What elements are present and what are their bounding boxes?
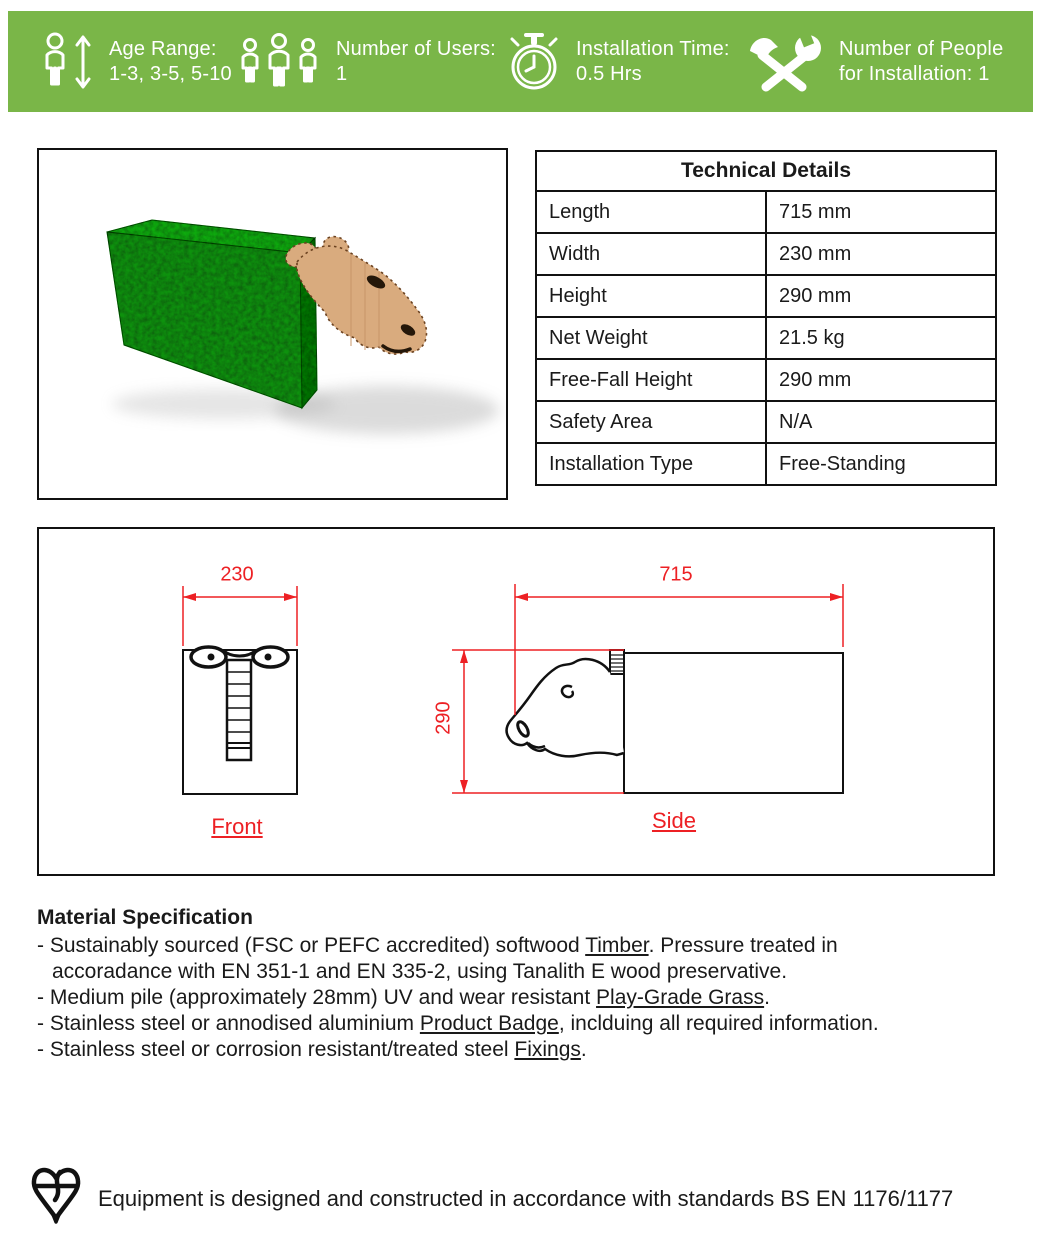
row-label: Length xyxy=(536,191,766,233)
table-title: Technical Details xyxy=(536,151,996,191)
row-label: Net Weight xyxy=(536,317,766,359)
number-of-users-label: Number of Users: xyxy=(336,37,496,60)
table-row xyxy=(536,401,996,443)
product-render xyxy=(39,150,506,498)
number-of-users-value: 1 xyxy=(336,62,348,85)
grass-block-front-face xyxy=(107,232,302,408)
row-value: N/A xyxy=(766,401,996,443)
people-for-installation-label: Number of People xyxy=(839,37,1004,60)
table-row xyxy=(536,275,996,317)
dimension-drawing xyxy=(39,529,992,873)
dimension-width-label: 230 xyxy=(220,563,254,586)
header-number-of-users xyxy=(235,11,496,112)
side-view-label: Side xyxy=(651,808,697,833)
technical-details xyxy=(535,150,997,486)
spec-line: - Sustainably sourced (FSC or PEFC accredited) softwood Timber. Pressure treated in xyxy=(37,934,838,957)
standards-statement: Equipment is designed and constructed in accordance with standards BS EN 1176/1177 xyxy=(98,1186,954,1211)
table-row xyxy=(536,443,996,485)
grass-block xyxy=(107,220,317,408)
tools-icon xyxy=(742,31,826,93)
stopwatch-icon xyxy=(505,31,563,93)
drawing-box xyxy=(37,527,995,876)
age-range-value: 1-3, 3-5, 5-10 xyxy=(109,62,232,85)
spec-line: - Medium pile (approximately 28mm) UV and wear resistant Play-Grade Grass. xyxy=(37,986,770,1009)
spec-line: accoradance with EN 351-1 and EN 335-2, using Tanalith E wood preservative. xyxy=(52,960,788,983)
row-label: Height xyxy=(536,275,766,317)
technical-details-table xyxy=(535,150,997,486)
side-view xyxy=(507,650,843,793)
dimension-length-label: 715 xyxy=(659,563,693,586)
row-value: 21.5 kg xyxy=(766,317,996,359)
header-age-range xyxy=(38,11,232,112)
table-row xyxy=(536,359,996,401)
front-dimension-230 xyxy=(183,586,297,646)
front-view-label: Front xyxy=(211,814,263,839)
row-value: 290 mm xyxy=(766,359,996,401)
table-row xyxy=(536,317,996,359)
product-image-box xyxy=(37,148,508,500)
row-value: 715 mm xyxy=(766,191,996,233)
row-label: Free-Fall Height xyxy=(536,359,766,401)
material-specification xyxy=(37,906,977,1063)
row-value: Free-Standing xyxy=(766,443,996,485)
installation-time-value: 0.5 Hrs xyxy=(576,62,642,85)
footer xyxy=(28,1162,953,1236)
row-value: 230 mm xyxy=(766,233,996,275)
dimension-height-label: 290 xyxy=(432,701,455,735)
row-label: Safety Area xyxy=(536,401,766,443)
age-range-icon xyxy=(38,29,96,95)
front-view xyxy=(183,647,297,794)
header-bar xyxy=(8,11,1033,112)
row-label: Width xyxy=(536,233,766,275)
installation-time-label: Installation Time: xyxy=(576,37,730,60)
row-value: 290 mm xyxy=(766,275,996,317)
spec-line: - Stainless steel or corrosion resistant/treated steel Fixings. xyxy=(37,1038,587,1061)
header-installation-time xyxy=(505,11,730,112)
users-icon xyxy=(235,30,323,94)
row-label: Installation Type xyxy=(536,443,766,485)
age-range-label: Age Range: xyxy=(109,37,217,60)
people-for-installation-value: for Installation: 1 xyxy=(839,62,990,85)
header-people-for-installation xyxy=(742,11,1003,112)
table-row xyxy=(536,233,996,275)
spec-line: - Stainless steel or annodised aluminium Product Badge, inclduing all required information. xyxy=(37,1012,879,1035)
table-row xyxy=(536,191,996,233)
cow-head-profile xyxy=(507,659,624,756)
kitemark-icon xyxy=(28,1162,84,1236)
material-spec-heading: Material Specification xyxy=(37,906,253,929)
